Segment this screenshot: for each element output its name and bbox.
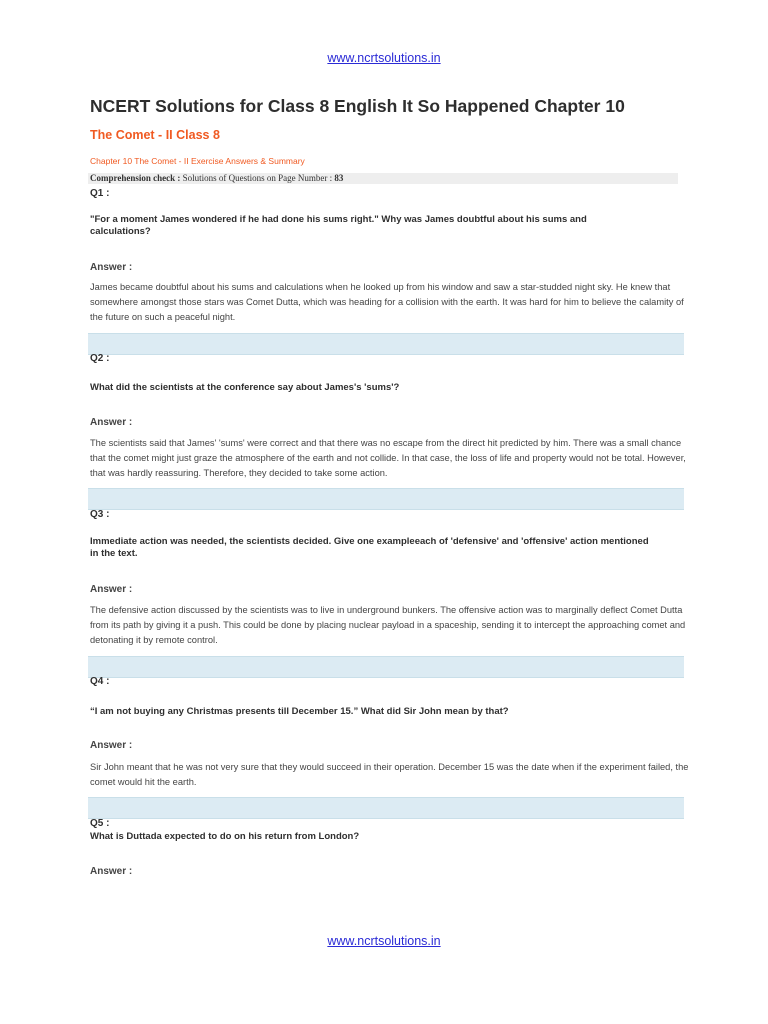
page-caption: Chapter 10 The Comet - II Exercise Answers & Summary [90, 156, 305, 166]
q3-question: Immediate action was needed, the scientists decided. Give one exampleeach of 'defensive' and 'offensive' action mentioned in the text. [90, 536, 649, 559]
page-title: NCERT Solutions for Class 8 English It So Happened Chapter 10 [90, 96, 625, 116]
q4-separator-band [88, 797, 684, 819]
q1-separator-band [88, 333, 684, 355]
q2-question: What did the scientists at the conference say about James's 'sums'? [90, 382, 400, 393]
q4-question: “I am not buying any Christmas presents till December 15.” What did Sir John mean by that? [90, 706, 509, 717]
comprehension-label: Comprehension check : [90, 173, 181, 183]
q1-question: "For a moment James wondered if he had done his sums right." Why was James doubtful about his sums and calculations? [90, 214, 587, 237]
q1-answer-label: Answer : [90, 262, 133, 273]
comprehension-text: Solutions of Questions on Page Number : [182, 173, 333, 183]
header-site-link[interactable]: www.ncrtsolutions.in [327, 51, 441, 65]
q3-separator-band [88, 656, 684, 678]
q2-answer-label: Answer : [90, 417, 133, 428]
page-subtitle: The Comet - II Class 8 [90, 128, 220, 142]
q3-answer-label: Answer : [90, 584, 133, 595]
comprehension-check [90, 173, 343, 183]
q5-answer-label: Answer : [90, 866, 133, 877]
q1-label: Q1 : [90, 188, 110, 199]
q3-answer: The defensive action discussed by the scientists was to live in underground bunkers. The offensive action was to marginally deflect Comet Dutta from its path by giving it a push. This could be done by placing nuclear payload in a spaceship, sending it to intercept the approaching comet and detonating it by remote control. [90, 605, 686, 645]
q3-label: Q3 : [90, 509, 110, 520]
q4-label: Q4 : [90, 676, 110, 687]
q4-answer: Sir John meant that he was not very sure that they would succeed in their operation. December 15 was the date when if the experiment failed, the comet would hit the earth. [90, 762, 689, 787]
q2-separator-band [88, 488, 684, 510]
q1-answer: James became doubtful about his sums and calculations when he looked up from his window and saw a star-studded night sky. He knew that somewhere amongst those stars was Comet Dutta, which was heading for a collision with the earth. It was hard for him to believe the calamity of the future on such a peaceful night. [90, 282, 684, 322]
q5-question: What is Duttada expected to do on his return from London? [90, 831, 360, 842]
q5-label: Q5 : [90, 818, 110, 829]
q4-answer-label: Answer : [90, 740, 133, 751]
footer-site-link[interactable]: www.ncrtsolutions.in [327, 934, 441, 948]
comprehension-page-number: 83 [334, 173, 344, 183]
q2-label: Q2 : [90, 353, 110, 364]
q2-answer: The scientists said that James' 'sums' were correct and that there was no escape from the direct hit predicted by him. There was a small chance that the comet might just graze the atmosphere of the earth and not collide. In that case, the loss of life and property would not be total. However, that was hardly reassuring. Therefore, they decided to take some action. [90, 438, 686, 478]
